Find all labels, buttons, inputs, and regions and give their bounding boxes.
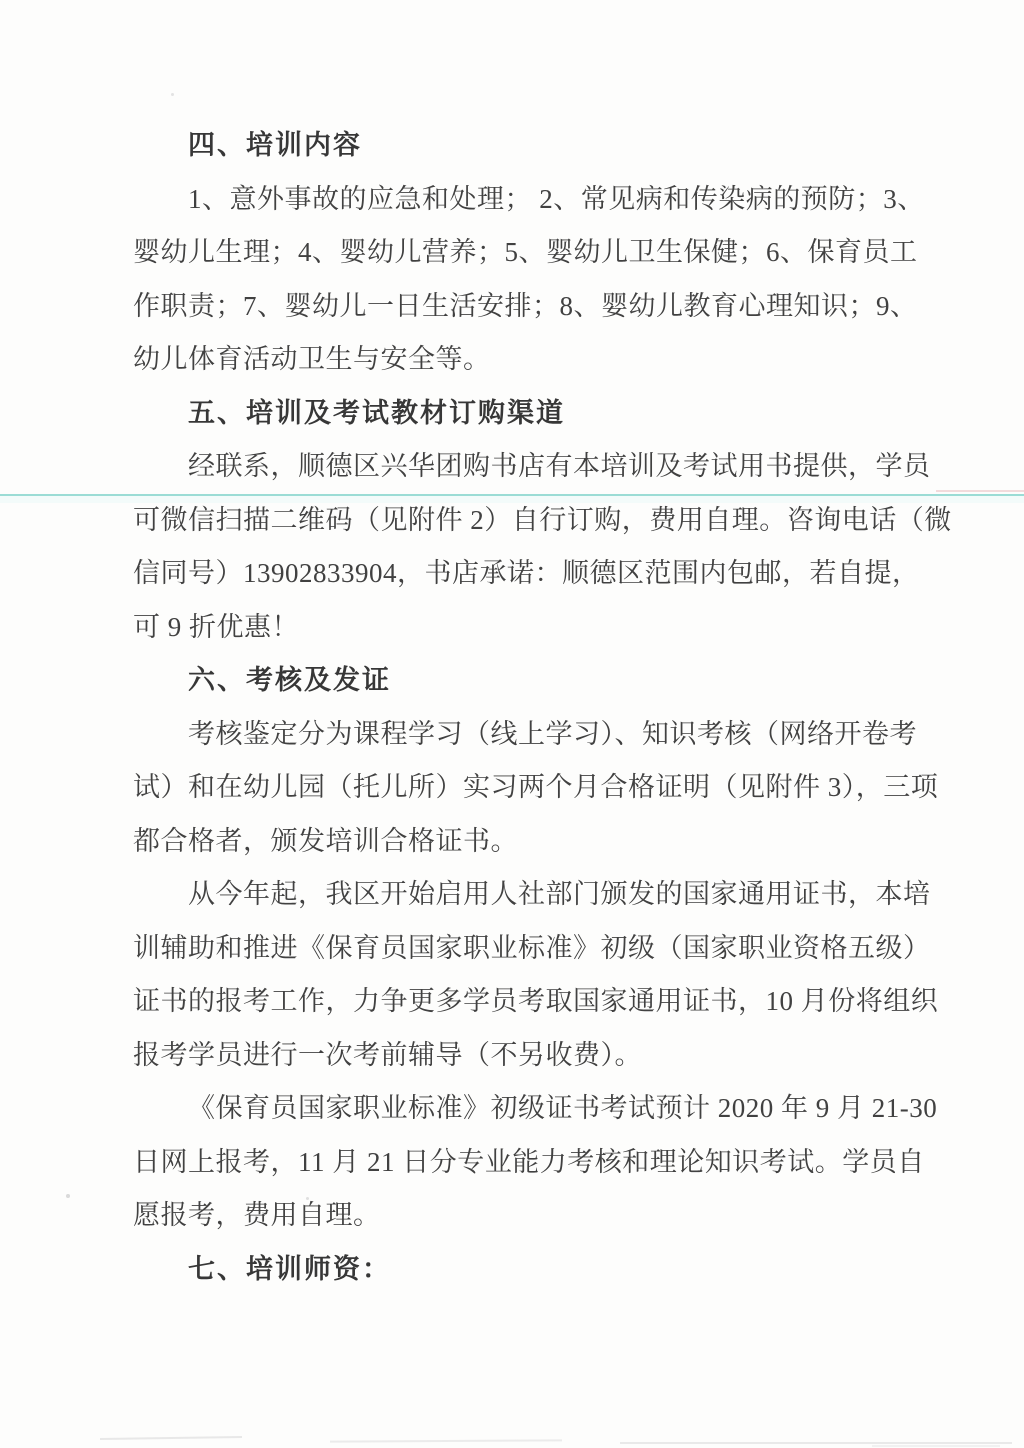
paragraph-line: 经联系，顺德区兴华团购书店有本培训及考试用书提供，学员 (188, 451, 931, 481)
scan-speck (306, 1197, 309, 1200)
paragraph-line: 从今年起，我区开始启用人社部门颁发的国家通用证书，本培 (188, 879, 931, 909)
section-heading-material-ordering: 五、培训及考试教材订购渠道 (188, 397, 565, 428)
paragraph-line: 考核鉴定分为课程学习（线上学习）、知识考核（网络开卷考 (188, 718, 917, 749)
paragraph-line: 幼儿体育活动卫生与安全等。 (133, 344, 491, 374)
scan-smudge (330, 1439, 562, 1442)
scanner-artifact-pink-line (936, 490, 1024, 492)
paragraph-line: 都合格者，颁发培训合格证书。 (133, 825, 518, 856)
paragraph-line: 愿报考，费用自理。 (133, 1200, 381, 1230)
paragraph-line: 可 9 折优惠！ (133, 611, 299, 642)
paragraph-line: 1、意外事故的应急和处理； 2、常见病和传染病的预防；3、 (188, 183, 925, 214)
scan-smudge (100, 1436, 242, 1440)
paragraph-line: 证书的报考工作，力争更多学员考取国家通用证书，10 月份将组织 (133, 986, 939, 1016)
section-heading-trainers: 七、培训师资： (188, 1253, 391, 1284)
scan-speck (66, 1194, 70, 1198)
paragraph-line: 作职责；7、婴幼儿一日生活安排；8、婴幼儿教育心理知识；9、 (133, 290, 918, 321)
section-heading-assessment: 六、考核及发证 (188, 665, 391, 695)
paragraph-line: 日网上报考，11 月 21 日分专业能力考核和理论知识考试。学员自 (133, 1146, 925, 1177)
scan-smudge (620, 1442, 1012, 1444)
scanner-artifact-teal-line (0, 494, 1024, 496)
paragraph-line: 婴幼儿生理；4、婴幼儿营养；5、婴幼儿卫生保健；6、保育员工 (133, 237, 918, 267)
section-heading-training-content: 四、培训内容 (188, 130, 362, 160)
paragraph-line: 报考学员进行一次考前辅导（不另收费）。 (133, 1039, 642, 1070)
paragraph-line: 训辅助和推进《保育员国家职业标准》初级（国家职业资格五级） (133, 932, 931, 963)
paragraph-line: 可微信扫描二维码（见附件 2）自行订购，费用自理。咨询电话（微 (133, 504, 952, 535)
scan-speck (171, 93, 174, 96)
document-body (133, 128, 952, 1305)
paragraph-line-exam-dates: 《保育员国家职业标准》初级证书考试预计 2020 年 9 月 21-30 (188, 1093, 938, 1123)
paragraph-line-phone: 信同号）13902833904，书店承诺：顺德区范围内包邮，若自提， (133, 558, 920, 588)
scan-smudge (872, 1445, 1000, 1447)
scanner-artifact-white-band (0, 496, 1024, 503)
paragraph-line: 试）和在幼儿园（托儿所）实习两个月合格证明（见附件 3），三项 (133, 772, 939, 802)
